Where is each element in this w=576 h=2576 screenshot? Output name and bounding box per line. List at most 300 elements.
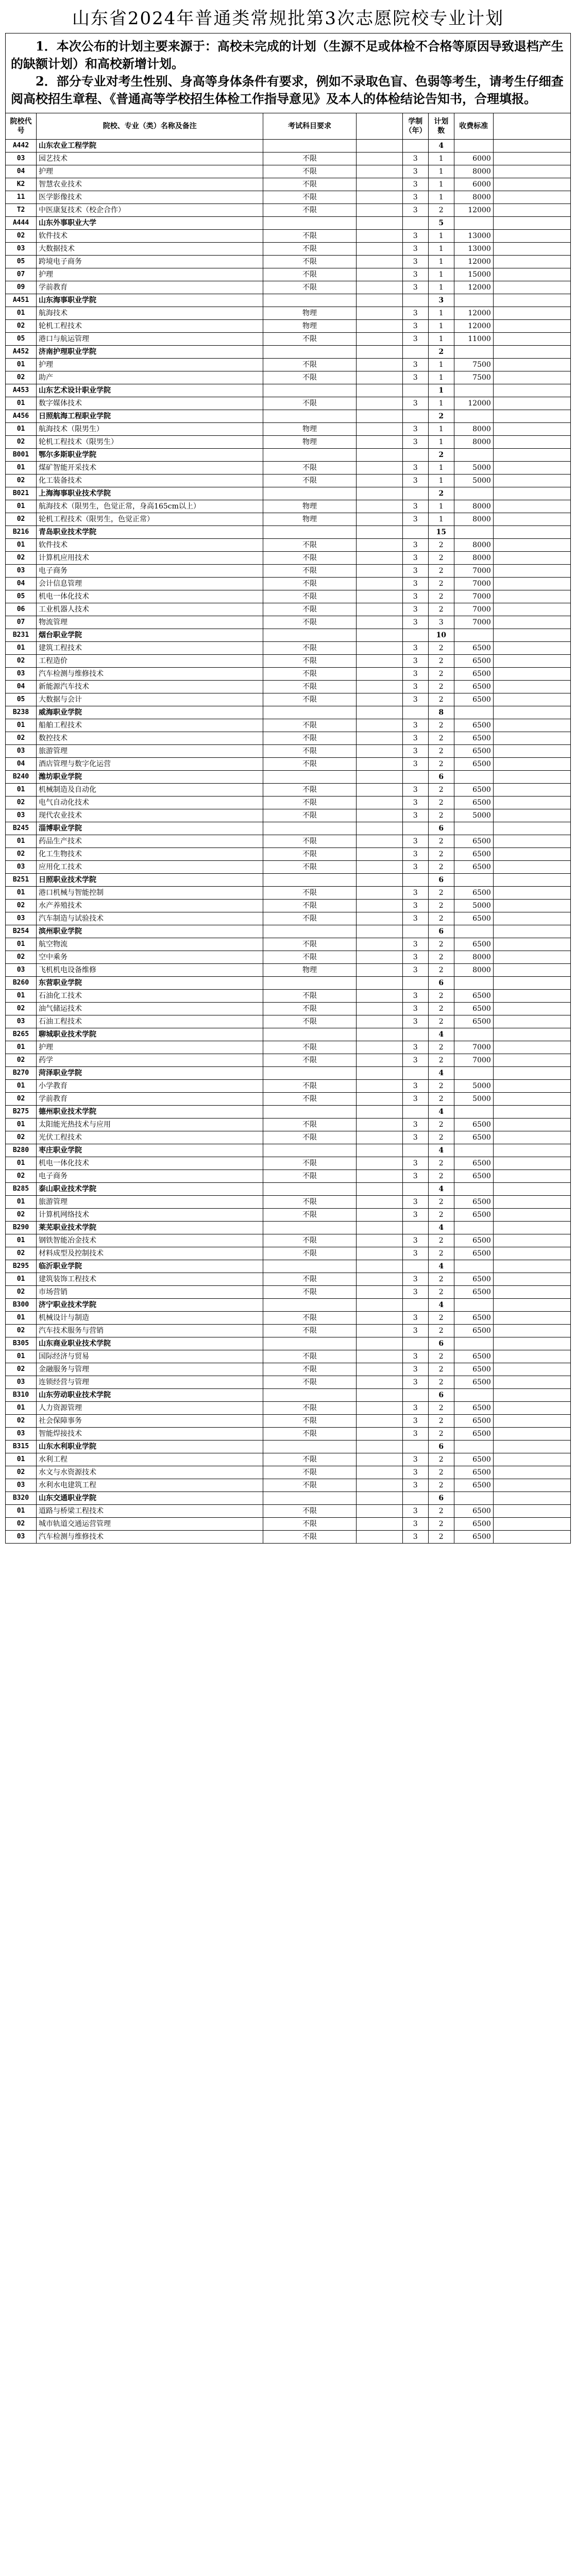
cell-years: 3: [402, 539, 428, 552]
cell-years: 3: [402, 256, 428, 268]
major-row: [6, 990, 571, 1003]
cell-name: 护理: [37, 165, 263, 178]
cell-remark: [493, 912, 570, 925]
cell-req: [263, 706, 356, 719]
cell-count: 1: [428, 320, 454, 333]
cell-fee: 6500: [454, 1350, 493, 1363]
major-row: [6, 178, 571, 191]
major-row: [6, 1196, 571, 1209]
cell-years: 3: [402, 1402, 428, 1415]
cell-req: 不限: [263, 565, 356, 578]
cell-count: 2: [428, 1003, 454, 1015]
cell-req: 不限: [263, 359, 356, 371]
major-row: [6, 1453, 571, 1466]
cell-remark: [493, 590, 570, 603]
cell-code: A452: [6, 346, 37, 359]
cell-misc: [356, 307, 402, 320]
school-row: [6, 629, 571, 642]
cell-years: 3: [402, 333, 428, 346]
cell-remark: [493, 874, 570, 887]
cell-req: 不限: [263, 397, 356, 410]
cell-remark: [493, 1222, 570, 1234]
cell-fee: [454, 1440, 493, 1453]
major-row: [6, 796, 571, 809]
school-row: [6, 217, 571, 230]
cell-remark: [493, 462, 570, 474]
cell-fee: 6500: [454, 1003, 493, 1015]
cell-misc: [356, 1003, 402, 1015]
cell-name: 港口机械与智能控制: [37, 887, 263, 900]
school-row: [6, 1440, 571, 1453]
cell-req: [263, 1144, 356, 1157]
cell-name: 莱芜职业技术学院: [37, 1222, 263, 1234]
cell-name: 威海职业学院: [37, 706, 263, 719]
cell-fee: 6500: [454, 693, 493, 706]
cell-remark: [493, 758, 570, 771]
table-header-row: [6, 113, 571, 140]
cell-count: 1: [428, 436, 454, 449]
cell-remark: [493, 436, 570, 449]
cell-fee: 6500: [454, 1131, 493, 1144]
cell-count: 2: [428, 449, 454, 462]
cell-misc: [356, 1325, 402, 1337]
cell-years: [402, 449, 428, 462]
cell-fee: 12000: [454, 281, 493, 294]
cell-req: [263, 1222, 356, 1234]
cell-years: 3: [402, 745, 428, 758]
cell-fee: 6500: [454, 1466, 493, 1479]
cell-req: 不限: [263, 1376, 356, 1389]
cell-name: 会计信息管理: [37, 578, 263, 590]
cell-fee: [454, 925, 493, 938]
cell-name: 市场营销: [37, 1286, 263, 1299]
major-row: [6, 513, 571, 526]
header-years: 学制（年）: [402, 113, 428, 140]
cell-count: 4: [428, 1222, 454, 1234]
cell-req: 不限: [263, 861, 356, 874]
cell-req: 不限: [263, 784, 356, 796]
cell-misc: [356, 977, 402, 990]
cell-years: [402, 1299, 428, 1312]
major-row: [6, 436, 571, 449]
cell-remark: [493, 1415, 570, 1428]
cell-count: 6: [428, 925, 454, 938]
cell-years: 3: [402, 307, 428, 320]
cell-fee: 6500: [454, 784, 493, 796]
cell-req: 不限: [263, 1054, 356, 1067]
cell-code: B275: [6, 1106, 37, 1118]
cell-misc: [356, 1131, 402, 1144]
cell-name: 机械制造及自动化: [37, 784, 263, 796]
cell-misc: [356, 861, 402, 874]
cell-remark: [493, 732, 570, 745]
cell-remark: [493, 1131, 570, 1144]
cell-fee: 6500: [454, 1518, 493, 1531]
cell-misc: [356, 436, 402, 449]
cell-remark: [493, 191, 570, 204]
cell-misc: [356, 152, 402, 165]
cell-fee: [454, 977, 493, 990]
cell-name: 工业机器人技术: [37, 603, 263, 616]
cell-name: 山东海事职业学院: [37, 294, 263, 307]
cell-count: 3: [428, 616, 454, 629]
cell-fee: 5000: [454, 809, 493, 822]
cell-misc: [356, 165, 402, 178]
cell-name: 水利工程: [37, 1453, 263, 1466]
cell-misc: [356, 1299, 402, 1312]
cell-code: 02: [6, 1286, 37, 1299]
cell-code: 02: [6, 900, 37, 912]
cell-remark: [493, 152, 570, 165]
cell-code: B320: [6, 1492, 37, 1505]
cell-count: 4: [428, 1067, 454, 1080]
school-row: [6, 1299, 571, 1312]
major-row: [6, 1041, 571, 1054]
cell-remark: [493, 887, 570, 900]
cell-name: 山东水利职业学院: [37, 1440, 263, 1453]
cell-count: 2: [428, 1080, 454, 1093]
cell-name: 上海海事职业技术学院: [37, 487, 263, 500]
cell-code: B251: [6, 874, 37, 887]
cell-fee: [454, 384, 493, 397]
cell-name: 大数据与会计: [37, 693, 263, 706]
cell-name: 太阳能光热技术与应用: [37, 1118, 263, 1131]
major-row: [6, 256, 571, 268]
cell-name: 医学影像技术: [37, 191, 263, 204]
cell-fee: 6500: [454, 681, 493, 693]
cell-fee: [454, 294, 493, 307]
cell-fee: [454, 1183, 493, 1196]
cell-remark: [493, 371, 570, 384]
cell-req: 不限: [263, 1273, 356, 1286]
cell-count: 2: [428, 693, 454, 706]
major-row: [6, 861, 571, 874]
cell-req: 不限: [263, 809, 356, 822]
cell-count: 2: [428, 1479, 454, 1492]
cell-years: 3: [402, 1080, 428, 1093]
cell-fee: 6500: [454, 745, 493, 758]
cell-years: 3: [402, 281, 428, 294]
cell-count: 1: [428, 178, 454, 191]
cell-code: 03: [6, 668, 37, 681]
cell-misc: [356, 1222, 402, 1234]
cell-remark: [493, 693, 570, 706]
cell-name: 智慧农业技术: [37, 178, 263, 191]
major-row: [6, 359, 571, 371]
cell-count: 2: [428, 642, 454, 655]
cell-misc: [356, 1067, 402, 1080]
major-row: [6, 333, 571, 346]
cell-name: 现代农业技术: [37, 809, 263, 822]
cell-code: B001: [6, 449, 37, 462]
school-row: [6, 140, 571, 152]
cell-years: 3: [402, 938, 428, 951]
cell-req: [263, 1106, 356, 1118]
cell-code: A442: [6, 140, 37, 152]
cell-name: 潍坊职业学院: [37, 771, 263, 784]
cell-count: 10: [428, 629, 454, 642]
cell-name: 水产养殖技术: [37, 900, 263, 912]
cell-remark: [493, 1234, 570, 1247]
cell-fee: [454, 771, 493, 784]
cell-years: 3: [402, 436, 428, 449]
cell-years: 3: [402, 1118, 428, 1131]
cell-misc: [356, 706, 402, 719]
cell-code: 06: [6, 603, 37, 616]
major-row: [6, 1234, 571, 1247]
cell-name: 菏泽职业学院: [37, 1067, 263, 1080]
cell-remark: [493, 719, 570, 732]
cell-remark: [493, 796, 570, 809]
cell-req: 不限: [263, 1518, 356, 1531]
cell-count: 1: [428, 256, 454, 268]
cell-years: 3: [402, 1428, 428, 1440]
cell-years: [402, 1144, 428, 1157]
cell-misc: [356, 462, 402, 474]
cell-years: [402, 1337, 428, 1350]
cell-years: 3: [402, 243, 428, 256]
cell-count: 2: [428, 1518, 454, 1531]
cell-count: 1: [428, 500, 454, 513]
cell-remark: [493, 1299, 570, 1312]
cell-years: 3: [402, 719, 428, 732]
cell-remark: [493, 655, 570, 668]
cell-count: 15: [428, 526, 454, 539]
cell-misc: [356, 1209, 402, 1222]
cell-code: 02: [6, 1247, 37, 1260]
cell-years: 3: [402, 1041, 428, 1054]
cell-count: 2: [428, 487, 454, 500]
cell-name: 汽车检测与维修技术: [37, 668, 263, 681]
cell-remark: [493, 1260, 570, 1273]
cell-misc: [356, 449, 402, 462]
cell-count: 2: [428, 552, 454, 565]
cell-name: 济宁职业技术学院: [37, 1299, 263, 1312]
major-row: [6, 191, 571, 204]
table-body: [6, 140, 571, 1544]
cell-misc: [356, 204, 402, 217]
cell-req: 不限: [263, 1247, 356, 1260]
cell-years: 3: [402, 1170, 428, 1183]
cell-years: [402, 925, 428, 938]
cell-fee: [454, 1492, 493, 1505]
cell-req: 不限: [263, 1234, 356, 1247]
cell-fee: 6000: [454, 152, 493, 165]
cell-misc: [356, 526, 402, 539]
cell-code: B254: [6, 925, 37, 938]
major-row: [6, 281, 571, 294]
cell-misc: [356, 346, 402, 359]
cell-fee: [454, 1260, 493, 1273]
major-row: [6, 307, 571, 320]
cell-code: 01: [6, 938, 37, 951]
cell-req: 不限: [263, 887, 356, 900]
cell-fee: 6500: [454, 1402, 493, 1415]
cell-remark: [493, 281, 570, 294]
cell-code: 02: [6, 1518, 37, 1531]
cell-misc: [356, 217, 402, 230]
cell-fee: 6500: [454, 887, 493, 900]
cell-count: 2: [428, 719, 454, 732]
cell-code: 04: [6, 681, 37, 693]
cell-misc: [356, 681, 402, 693]
cell-misc: [356, 500, 402, 513]
cell-years: 3: [402, 1531, 428, 1544]
cell-misc: [356, 1144, 402, 1157]
cell-years: 3: [402, 1093, 428, 1106]
cell-remark: [493, 1337, 570, 1350]
cell-remark: [493, 307, 570, 320]
cell-req: 不限: [263, 1209, 356, 1222]
cell-misc: [356, 1428, 402, 1440]
cell-misc: [356, 1376, 402, 1389]
cell-fee: 6500: [454, 1428, 493, 1440]
cell-count: 6: [428, 1440, 454, 1453]
cell-years: 3: [402, 397, 428, 410]
cell-count: 6: [428, 771, 454, 784]
cell-code: 02: [6, 436, 37, 449]
cell-years: 3: [402, 951, 428, 964]
cell-years: 3: [402, 1003, 428, 1015]
cell-req: [263, 1260, 356, 1273]
major-row: [6, 1131, 571, 1144]
cell-misc: [356, 178, 402, 191]
cell-count: 2: [428, 900, 454, 912]
cell-req: 不限: [263, 900, 356, 912]
header-count: 计划数: [428, 113, 454, 140]
cell-name: 汽车检测与维修技术: [37, 1531, 263, 1544]
cell-code: 02: [6, 1415, 37, 1428]
cell-code: K2: [6, 178, 37, 191]
cell-name: 人力资源管理: [37, 1402, 263, 1415]
cell-remark: [493, 1041, 570, 1054]
cell-remark: [493, 681, 570, 693]
cell-code: 01: [6, 1350, 37, 1363]
cell-fee: 8000: [454, 552, 493, 565]
cell-years: 3: [402, 371, 428, 384]
cell-fee: 12000: [454, 307, 493, 320]
major-row: [6, 1118, 571, 1131]
cell-remark: [493, 1080, 570, 1093]
cell-remark: [493, 1067, 570, 1080]
major-row: [6, 719, 571, 732]
cell-misc: [356, 1028, 402, 1041]
cell-remark: [493, 384, 570, 397]
cell-years: 3: [402, 1518, 428, 1531]
cell-code: 02: [6, 1325, 37, 1337]
cell-remark: [493, 616, 570, 629]
cell-remark: [493, 668, 570, 681]
cell-years: 3: [402, 1209, 428, 1222]
cell-misc: [356, 835, 402, 848]
school-row: [6, 410, 571, 423]
cell-req: 不限: [263, 578, 356, 590]
cell-name: 学前教育: [37, 281, 263, 294]
major-row: [6, 1466, 571, 1479]
cell-code: 01: [6, 1196, 37, 1209]
cell-req: 不限: [263, 603, 356, 616]
cell-years: 3: [402, 1234, 428, 1247]
cell-req: 不限: [263, 552, 356, 565]
cell-count: 5: [428, 217, 454, 230]
cell-misc: [356, 655, 402, 668]
cell-remark: [493, 1003, 570, 1015]
cell-misc: [356, 281, 402, 294]
cell-remark: [493, 1273, 570, 1286]
cell-req: 物理: [263, 307, 356, 320]
cell-fee: 8000: [454, 513, 493, 526]
major-row: [6, 1093, 571, 1106]
cell-req: 不限: [263, 719, 356, 732]
cell-years: 3: [402, 681, 428, 693]
cell-fee: [454, 629, 493, 642]
cell-years: [402, 1222, 428, 1234]
page-title: 山东省2024年普通类常规批第3次志愿院校专业计划: [72, 8, 504, 29]
cell-code: 01: [6, 500, 37, 513]
cell-req: 不限: [263, 990, 356, 1003]
cell-count: 2: [428, 410, 454, 423]
cell-code: 03: [6, 243, 37, 256]
cell-fee: 8000: [454, 500, 493, 513]
major-row: [6, 1209, 571, 1222]
cell-name: 水利水电建筑工程: [37, 1479, 263, 1492]
major-row: [6, 951, 571, 964]
cell-code: 07: [6, 268, 37, 281]
cell-name: 济南护理职业学院: [37, 346, 263, 359]
cell-years: 3: [402, 1312, 428, 1325]
cell-code: B280: [6, 1144, 37, 1157]
cell-count: 2: [428, 565, 454, 578]
cell-code: 03: [6, 912, 37, 925]
cell-misc: [356, 256, 402, 268]
cell-count: 2: [428, 796, 454, 809]
cell-remark: [493, 925, 570, 938]
cell-code: B238: [6, 706, 37, 719]
cell-misc: [356, 578, 402, 590]
cell-count: 2: [428, 990, 454, 1003]
cell-code: 02: [6, 552, 37, 565]
cell-name: 护理: [37, 359, 263, 371]
cell-remark: [493, 1505, 570, 1518]
cell-name: 飞机机电设备维修: [37, 964, 263, 977]
major-row: [6, 603, 571, 616]
cell-code: 05: [6, 333, 37, 346]
cell-misc: [356, 1415, 402, 1428]
major-row: [6, 1286, 571, 1299]
cell-remark: [493, 1518, 570, 1531]
cell-years: 3: [402, 191, 428, 204]
cell-remark: [493, 1183, 570, 1196]
cell-name: 物流管理: [37, 616, 263, 629]
cell-remark: [493, 1054, 570, 1067]
cell-name: 山东交通职业学院: [37, 1492, 263, 1505]
cell-req: 不限: [263, 796, 356, 809]
cell-count: 2: [428, 848, 454, 861]
cell-fee: 5000: [454, 1080, 493, 1093]
cell-name: 山东艺术设计职业学院: [37, 384, 263, 397]
cell-code: 03: [6, 1479, 37, 1492]
cell-fee: 6500: [454, 1325, 493, 1337]
cell-name: 跨境电子商务: [37, 256, 263, 268]
major-row: [6, 371, 571, 384]
major-row: [6, 590, 571, 603]
cell-fee: 8000: [454, 191, 493, 204]
cell-remark: [493, 410, 570, 423]
cell-years: [402, 217, 428, 230]
cell-count: 2: [428, 1376, 454, 1389]
cell-req: 不限: [263, 732, 356, 745]
cell-name: 电子商务: [37, 1170, 263, 1183]
